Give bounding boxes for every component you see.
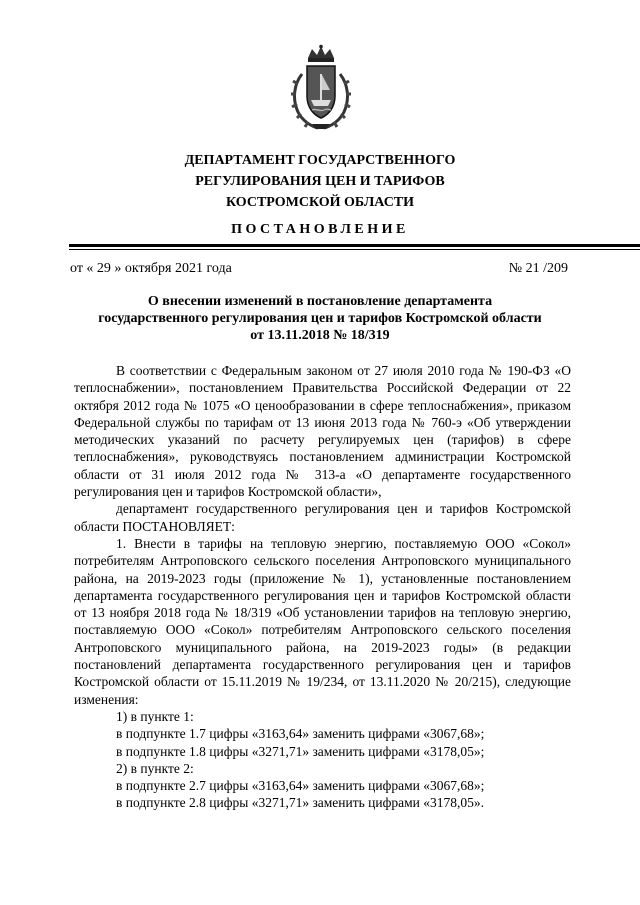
amendment-item: 2) в пункте 2: bbox=[116, 760, 194, 776]
amendment-item: в подпункте 1.7 цифры «3163,64» заменить цифрами «3067,68»; bbox=[116, 726, 485, 742]
amendment-item: в подпункте 1.8 цифры «3271,71» заменить цифрами «3178,05»; bbox=[116, 743, 485, 759]
document-subject bbox=[70, 293, 570, 344]
subject-line: О внесении изменений в постановление департамента bbox=[147, 294, 493, 309]
document-number: № 21 /209 bbox=[508, 261, 568, 276]
department-line: ДЕПАРТАМЕНТ ГОСУДАРСТВЕННОГО bbox=[184, 153, 456, 168]
header-divider-thin bbox=[69, 249, 640, 250]
header-divider-thick bbox=[69, 244, 640, 247]
point-1-paragraph: 1. Внести в тарифы на тепловую энергию, поставляемую ООО «Сокол» потребителям Антроповского сельского поселения Антроповского муниципального района, на 2019-2023 годы (приложение № 1), установленные постановлением департамента государственного регулирования цен и тарифов Костромской области от 13 ноября 2018 года № 18/319 «Об установлении тарифов на тепловую энергию, поставляемую ООО «Сокол» потребителям Антроповского сельского поселения Антроповского муниципального района, на 2019-2023 годы» (в редакции постановлений департамента государственного регулирования цен и тарифов Костромской области от 15.11.2019 № 19/234, от 13.11.2020 № 20/215), следующие изменения: bbox=[74, 535, 571, 707]
department-line: КОСТРОМСКОЙ ОБЛАСТИ bbox=[225, 195, 415, 210]
document-type-title: ПОСТАНОВЛЕНИЕ bbox=[231, 222, 409, 237]
subject-line: государственного регулирования цен и тарифов Костромской области bbox=[98, 311, 542, 326]
amendment-item: в подпункте 2.8 цифры «3271,71» заменить цифрами «3178,05». bbox=[116, 795, 485, 811]
amendment-item: в подпункте 2.7 цифры «3163,64» заменить цифрами «3067,68»; bbox=[116, 778, 485, 794]
amendment-item: 1) в пункте 1: bbox=[116, 708, 194, 724]
subject-line: от 13.11.2018 № 18/319 bbox=[250, 328, 390, 343]
department-line: РЕГУЛИРОВАНИЯ ЦЕН И ТАРИФОВ bbox=[195, 174, 445, 189]
department-name bbox=[0, 150, 640, 213]
document-date: от « 29 » октября 2021 года bbox=[70, 261, 232, 276]
document-body bbox=[74, 362, 571, 812]
resolution-paragraph: департамент государственного регулирования цен и тарифов Костромской области ПОСТАНОВЛЯЕТ: bbox=[74, 501, 571, 534]
coat-of-arms-icon bbox=[290, 44, 352, 130]
preamble-paragraph: В соответствии с Федеральным законом от 27 июля 2010 года № 190-ФЗ «О теплоснабжении», постановлением Правительства Российской Федерации от 22 октября 2012 года № 1075 «О ценообразовании в сфере теплоснабжения», приказом Федеральной службы по тарифам от 13 июня 2013 года № 760-э «Об утверждении методических указаний по расчету регулируемых цен (тарифов) в сфере теплоснабжения», руководствуясь постановлением администрации Костромской области от 31 июля 2012 года № 313-а «О департаменте государственного регулирования цен и тарифов Костромской области», bbox=[74, 363, 571, 500]
